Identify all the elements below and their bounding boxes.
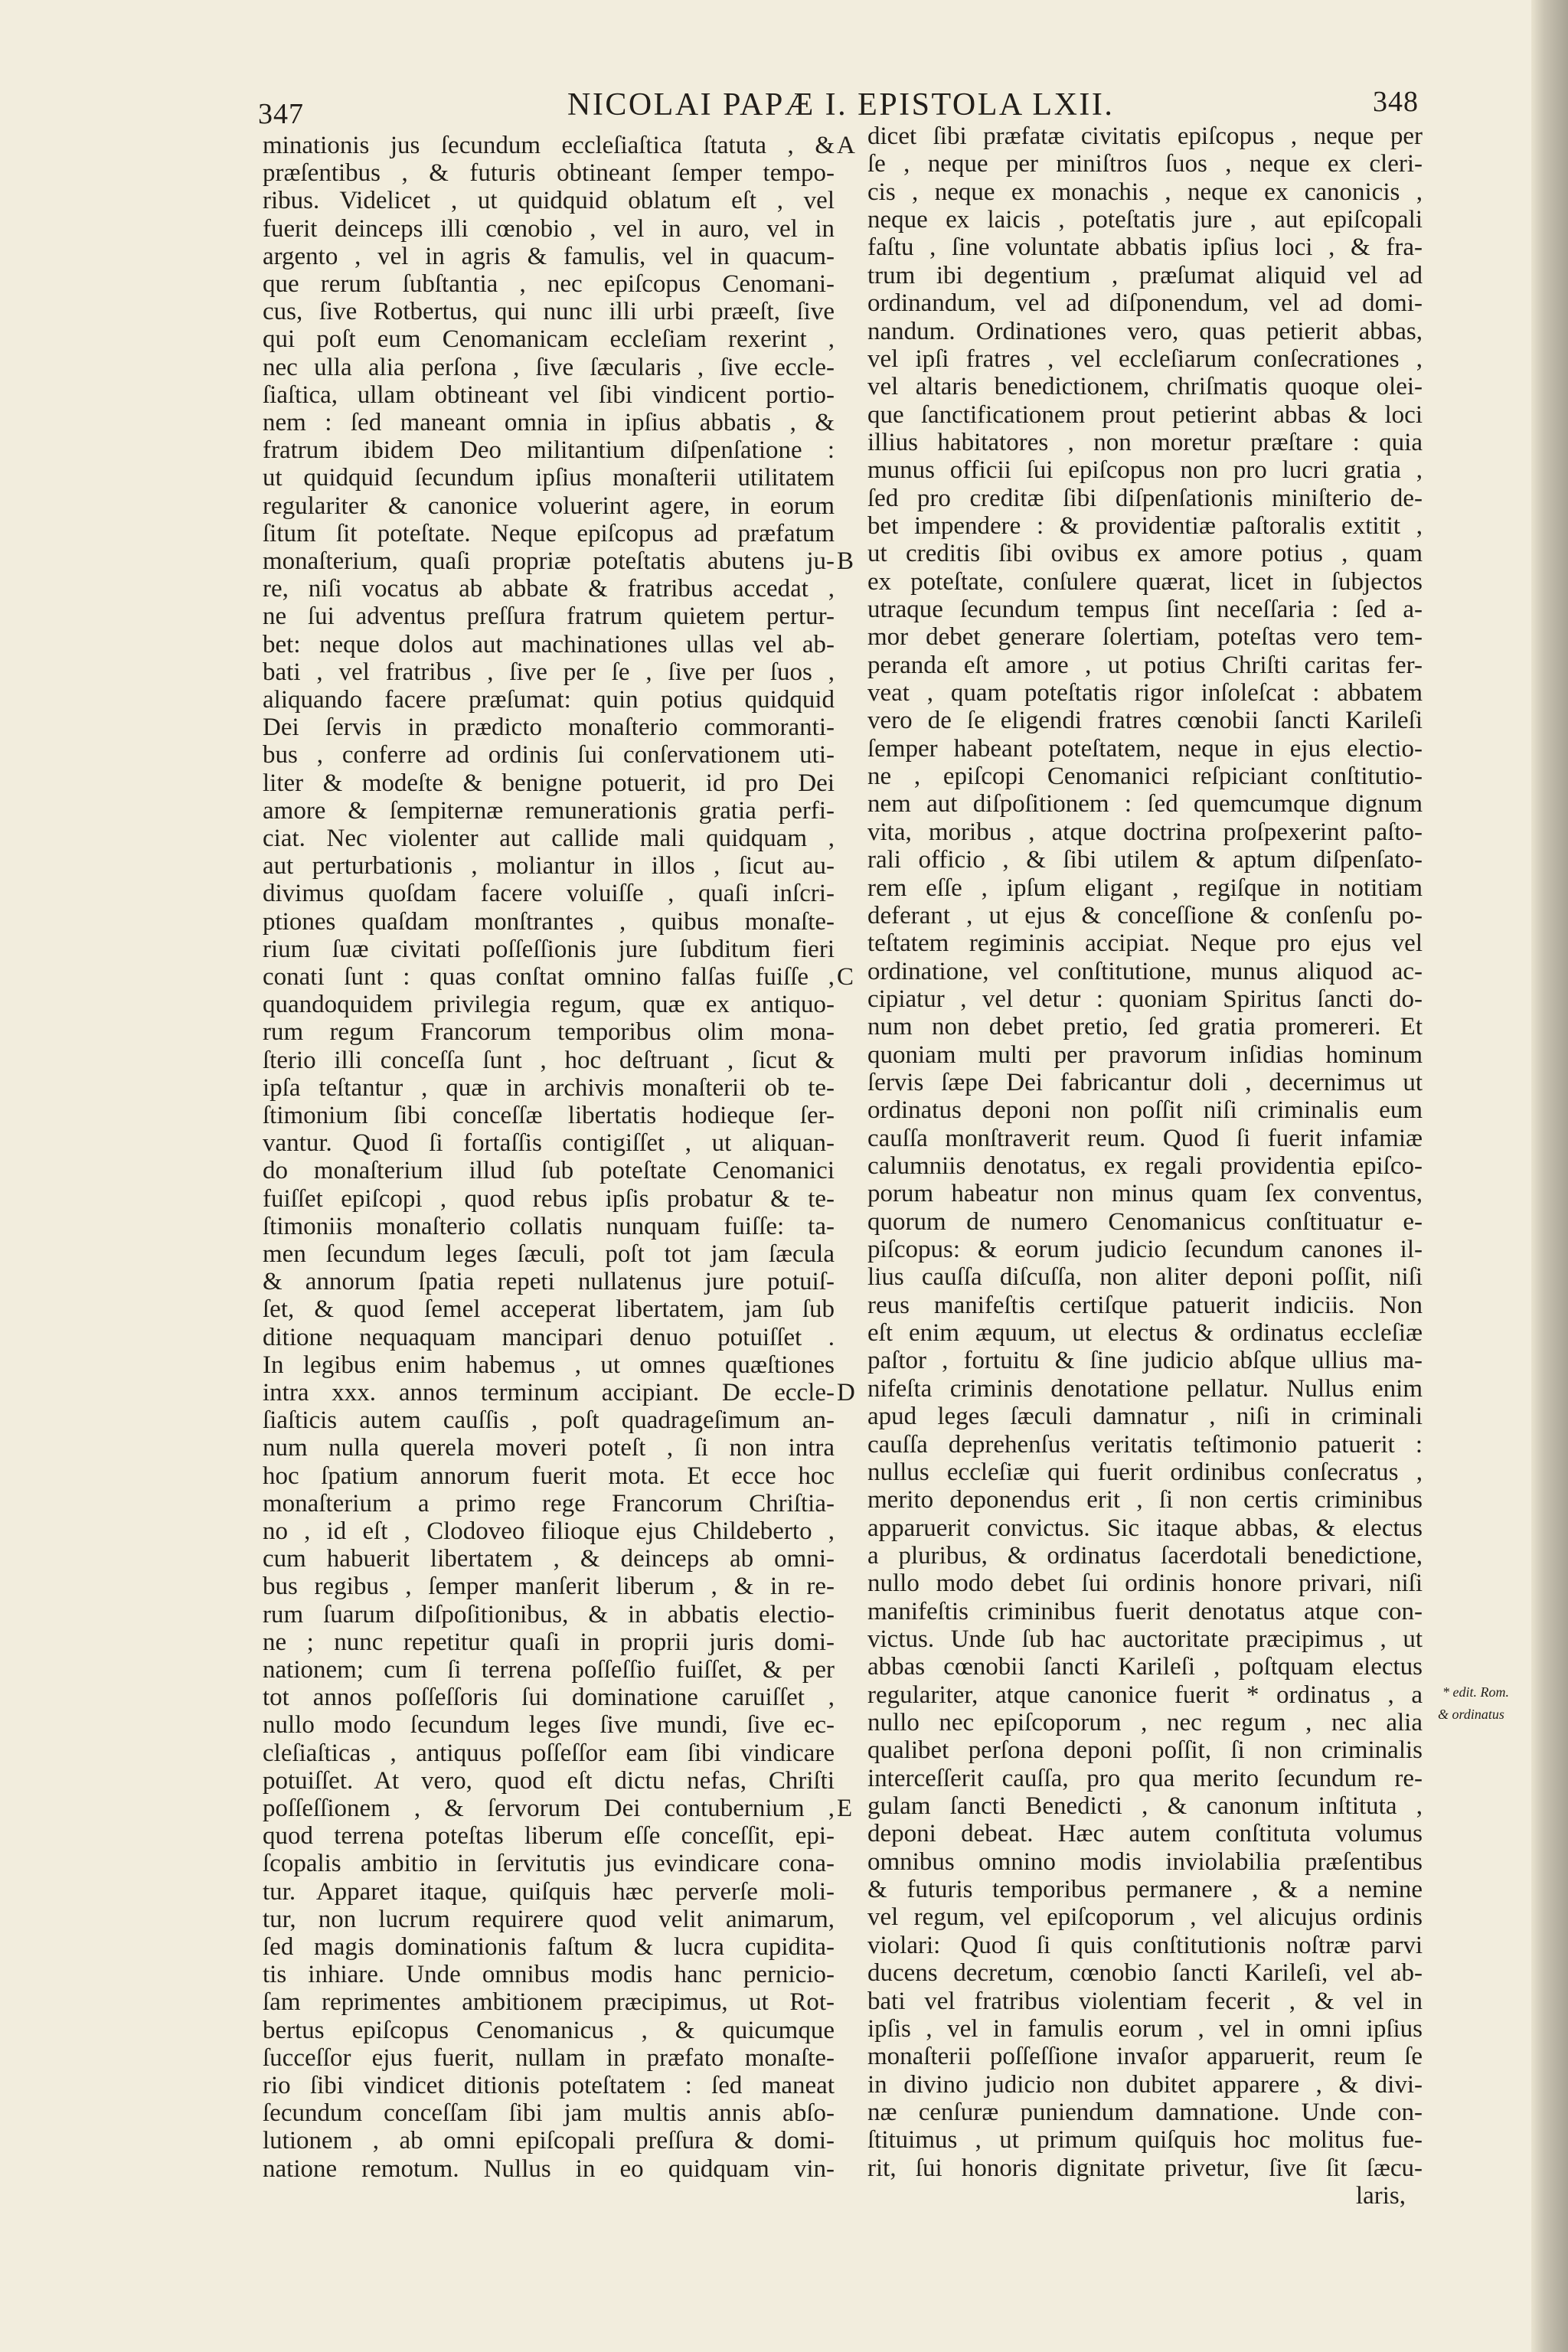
text-line: mor debet generare ſolertiam, poteſtas vero tem- <box>867 623 1423 652</box>
text-line: amore & ſempiternæ remunerationis gratia perfi- <box>263 796 835 825</box>
text-line: trum ibi degentium , præſumat aliquid vel ad <box>867 261 1423 289</box>
text-line: bus regibus , ſemper manſerit liberum , & in re- <box>263 1573 835 1601</box>
text-line: gulam ſancti Benedicti , & canonum inſtituta , <box>867 1792 1423 1820</box>
text-line: omnibus omnino modis inviolabilia præſentibus <box>867 1847 1423 1876</box>
text-line: num nulla querela moveri poteſt , ſi non intra <box>263 1434 835 1462</box>
section-marker: D <box>837 1379 855 1406</box>
text-line: a pluribus, & ordinatus ſacerdotali benedictione, <box>867 1541 1423 1570</box>
text-line: vero de ſe eligendi fratres cœnobii ſancti Karileſi <box>867 707 1423 735</box>
text-line: monaſterium, quaſi propriæ poteſtatis abutens ju- <box>263 547 835 575</box>
text-line: cis , neque ex monachis , neque ex canonicis , <box>867 178 1423 206</box>
text-line: næ cenſuræ puniendum damnatione. Unde con- <box>867 2098 1423 2126</box>
text-line: do monaſterium illud ſub poteſtate Cenomanici <box>263 1157 835 1185</box>
text-line: cum habuerit libertatem , & deinceps ab omni- <box>263 1545 835 1573</box>
text-line: bus , conferre ad ordinis ſui conſervationem uti- <box>263 741 835 769</box>
text-line: violari: Quod ſi quis conſtitutionis noſtræ parvi <box>867 1931 1423 1959</box>
text-line: tur. Apparet itaque, quiſquis hæc perverſe moli- <box>263 1877 835 1906</box>
text-line: fuerit deinceps illi cœnobio , vel in auro, vel in <box>263 214 835 243</box>
text-line: reus manifeſtis certiſque patuerit indiciis. Non <box>867 1291 1423 1319</box>
text-line: vantur. Quod ſi fortaſſis contigiſſet , ut aliquan- <box>263 1129 835 1158</box>
text-line: ſiaſtica, ullam obtineant vel ſibi vindicent portio- <box>263 381 835 409</box>
text-line: cauſſa deprehenſus veritatis teſtimonio patuerit : <box>867 1430 1423 1459</box>
text-line: utraque ſecundum tempus ſint neceſſaria : ſed a- <box>867 596 1423 623</box>
section-marker: E <box>837 1795 853 1822</box>
text-line: nifeſta criminis denotatione pellatur. Nullus enim <box>867 1374 1423 1403</box>
text-line: ſet, & quod ſemel acceperat libertatem, jam ſub <box>263 1295 835 1324</box>
text-line: illius habitatores , non moretur præſtare : quia <box>867 428 1423 456</box>
text-line: qualibet perſona deponi poſſit, ſi non criminalis <box>867 1736 1423 1765</box>
text-line: apparuerit convictus. Sic itaque abbas, & electus <box>867 1514 1423 1542</box>
text-line: & futuris temporibus permanere , & a nemine <box>867 1876 1423 1904</box>
text-line: men ſecundum leges ſæculi, poſt tot jam ſæcula <box>263 1240 835 1268</box>
text-line: merito deponendus erit , ſi non certis criminibus <box>867 1486 1423 1514</box>
page-number-right: 348 <box>1373 86 1419 118</box>
text-line: ſed pro creditæ ſibi diſpenſationis miniſterio de- <box>867 484 1423 512</box>
text-line: ordinatione, vel conſtitutione, munus aliquod ac- <box>867 957 1423 985</box>
text-line: bet: neque dolos aut machinationes ullas vel ab- <box>263 630 835 658</box>
text-line: rum regum Francorum temporibus olim mona- <box>263 1018 835 1047</box>
text-line: rium ſuæ civitati poſſeſſionis jure ſubditum fieri <box>263 935 835 963</box>
page-edge-shadow <box>1531 0 1568 2352</box>
text-line: qui poſt eum Cenomanicam eccleſiam rexerint , <box>263 325 835 354</box>
text-line: lutionem , ab omni epiſcopali preſſura & domi- <box>263 2127 835 2155</box>
text-line: ordinatus deponi non poſſit niſi criminalis eum <box>867 1096 1423 1125</box>
margin-note-edition: * edit. Rom. <box>1442 1684 1509 1700</box>
text-line: nullo modo ſecundum leges ſive mundi, ſive ec- <box>263 1711 835 1740</box>
text-line: ſucceſſor ejus fuerit, nullam in præfato monaſte- <box>263 2043 835 2072</box>
text-line: ut quidquid ſecundum ipſius monaſterii utilitatem <box>263 464 835 492</box>
text-line: ſtimonium ſibi conceſſæ libertatis hodieque ſer- <box>263 1102 835 1129</box>
text-line: ut creditis ſibi ovibus ex amore potius , quam <box>867 540 1423 568</box>
text-line: bertus epiſcopus Cenomanicus , & quicumque <box>263 2016 835 2044</box>
text-line: argento , vel in agris & famulis, vel in quacum- <box>263 242 835 270</box>
right-text-column <box>867 0 1423 2352</box>
text-line: ſiaſticis autem cauſſis , poſt quadrageſimum an- <box>263 1406 835 1435</box>
text-line: in divino judicio non dubitet apparere , & divi- <box>867 2070 1423 2099</box>
text-line: fratrum ibidem Deo militantium diſpenſatione : <box>263 436 835 465</box>
text-line: ordinandum, vel ad diſponendum, vel ad domi- <box>867 289 1423 318</box>
text-line: rum ſuarum diſpoſitionibus, & in abbatis electio- <box>263 1600 835 1628</box>
text-line: quandoquidem privilegia regum, quæ ex antiquo- <box>263 991 835 1019</box>
text-line: quorum de numero Cenomanicus conſtituatur e- <box>867 1207 1423 1236</box>
text-line: potuiſſet. At vero, quod eſt dictu nefas, Chriſti <box>263 1766 835 1795</box>
text-line: peranda eſt amore , ut potius Chriſti caritas fer- <box>867 651 1423 679</box>
text-line: deponi debeat. Hæc autem conſtituta volumus <box>867 1820 1423 1848</box>
text-line: rit, ſui honoris dignitate privetur, ſive ſit ſæcu- <box>867 2154 1423 2182</box>
text-line: quoniam multi per pravorum inſidias hominum <box>867 1040 1423 1069</box>
page-number-left: 347 <box>258 98 304 130</box>
text-line: ducens decretum, cœnobio ſancti Karileſi, vel ab- <box>867 1959 1423 1988</box>
text-line: ſemper habeant poteſtatem, neque in ejus electio- <box>867 734 1423 763</box>
text-line: piſcopus: & eorum judicio ſecundum canones il- <box>867 1236 1423 1263</box>
text-line: ſcopalis ambitio in ſervitutis jus evindicare cona- <box>263 1850 835 1878</box>
text-line: laris, <box>1355 2181 1406 2210</box>
text-line: eſt enim æquum, ut electus & ordinatus eccleſiæ <box>867 1319 1423 1347</box>
text-line: vel regum, vel epiſcoporum , vel alicujus ordinis <box>867 1903 1423 1932</box>
text-line: ptiones quaſdam monſtrantes , quibus monaſte- <box>263 907 835 936</box>
text-line: nullo modo debet ſui ordinis honore privari, niſi <box>867 1570 1423 1598</box>
left-text-column <box>263 0 835 2352</box>
text-line: neque ex laicis , poteſtatis jure , aut epiſcopali <box>867 206 1423 234</box>
text-line: nullo nec epiſcoporum , nec regum , nec alia <box>867 1709 1423 1736</box>
text-line: re, niſi vocatus ab abbate & fratribus accedat , <box>263 575 835 603</box>
text-line: conati ſunt : quas conſtat omnino falſas fuiſſe , <box>263 963 835 991</box>
text-line: poſſeſſionem , & ſervorum Dei contubernium , <box>263 1795 835 1822</box>
text-line: Dei ſervis in prædicto monaſterio commoranti- <box>263 714 835 742</box>
text-line: porum habeatur non minus quam ſex conventus, <box>867 1180 1423 1208</box>
running-title: NICOLAI PAPÆ I. EPISTOLA LXII. <box>567 87 1115 122</box>
text-line: natione remotum. Nullus in eo quidquam vin- <box>263 2154 835 2183</box>
text-line: lius cauſſa diſcuſſa, non aliter deponi poſſit, niſi <box>867 1263 1423 1292</box>
text-line: teſtatem regiminis accipiat. Neque pro ejus vel <box>867 929 1423 958</box>
text-line: ditione nequaquam mancipari denuo potuiſſet . <box>263 1323 835 1351</box>
text-line: rio ſibi vindicet ditionis poteſtatem : ſed maneat <box>263 2072 835 2099</box>
text-line: tot annos poſſeſſoris ſui dominatione caruiſſet , <box>263 1684 835 1712</box>
text-line: ciat. Nec violenter aut callide mali quidquam , <box>263 825 835 852</box>
text-line: In legibus enim habemus , ut omnes quæſtiones <box>263 1351 835 1379</box>
text-line: nem : ſed maneant omnia in ipſius abbatis , & <box>263 409 835 436</box>
text-line: ſtimoniis monaſterio collatis nunquam fuiſſe: ta- <box>263 1212 835 1240</box>
text-line: nem aut diſpoſitionem : ſed quemcumque dignum <box>867 790 1423 818</box>
text-line: interceſſerit cauſſa, pro qua merito ſecundum re- <box>867 1764 1423 1792</box>
text-line: ſecundum conceſſam ſibi jam multis annis abſo- <box>263 2099 835 2128</box>
section-marker: A <box>837 132 855 159</box>
margin-note-variant: & ordinatus <box>1438 1707 1504 1722</box>
text-line: quod terrena poteſtas liberum eſſe conceſſit, epi- <box>263 1822 835 1851</box>
text-line: minationis jus ſecundum eccleſiaſtica ſtatuta , & <box>263 132 835 159</box>
text-line: munus officii ſui epiſcopus non pro lucri gratia , <box>867 456 1423 485</box>
text-line: bati vel fratribus violentiam fecerit , & vel in <box>867 1987 1423 2015</box>
text-line: nullus eccleſiæ qui fuerit ordinibus conſecratus , <box>867 1458 1423 1486</box>
text-line: fuiſſet epiſcopi , quod rebus ipſis probatur & te- <box>263 1184 835 1213</box>
text-line: regulariter, atque canonice fuerit * ordinatus , a <box>867 1681 1423 1709</box>
text-line: ex poteſtate, conſulere quærat, licet in ſubjectos <box>867 567 1423 596</box>
text-line: faſtu , ſine voluntate abbatis ipſius loci , & fra- <box>867 234 1423 262</box>
text-line: no , id eſt , Clodoveo filioque ejus Childeberto , <box>263 1517 835 1545</box>
text-line: bati , vel fratribus , ſive per ſe , ſive per ſuos , <box>263 658 835 686</box>
text-line: aliquando facere præſumat: quin potius quidquid <box>263 686 835 714</box>
text-line: abbas cœnobii ſancti Karileſi , poſtquam electus <box>867 1653 1423 1681</box>
text-line: paſtor , fortuitu & ſine judicio abſque ullius ma- <box>867 1347 1423 1375</box>
text-line: cauſſa monſtraverit reum. Quod ſi fuerit infamiæ <box>867 1124 1423 1152</box>
text-line: nandum. Ordinationes vero, quas petierit abbas, <box>867 317 1423 345</box>
text-line: num non debet pretio, ſed gratia promereri. Et <box>867 1013 1423 1041</box>
text-line: que ſanctificationem prout petierint abbas & loci <box>867 400 1423 429</box>
text-line: ne , epiſcopi Cenomanici reſpiciant conſtitutio- <box>867 763 1423 791</box>
text-line: cipiatur , vel detur : quoniam Spiritus ſancti do- <box>867 985 1423 1013</box>
text-line: ſe , neque per miniſtros ſuos , neque ex cleri- <box>867 150 1423 178</box>
text-line: vel altaris benedictionem, chriſmatis quoque olei- <box>867 373 1423 401</box>
text-line: ne ; nunc repetitur quaſi in proprii juris domi- <box>263 1628 835 1656</box>
text-line: hoc ſpatium annorum fuerit mota. Et ecce hoc <box>263 1462 835 1490</box>
text-line: ipſis , vel in famulis eorum , vel in omni ipſius <box>867 2014 1423 2043</box>
text-line: cleſiaſticas , antiquus poſſeſſor eam ſibi vindicare <box>263 1739 835 1767</box>
text-line: ſam reprimentes ambitionem præcipimus, ut Rot- <box>263 1988 835 2017</box>
text-line: nec ulla alia perſona , ſive ſæcularis , ſive eccle- <box>263 353 835 381</box>
text-line: nationem; cum ſi terrena poſſeſſio fuiſſet, & per <box>263 1656 835 1684</box>
text-line: intra xxx. annos terminum accipiant. De eccle- <box>263 1379 835 1406</box>
text-line: regulariter & canonice voluerint agere, in eorum <box>263 492 835 520</box>
section-marker: C <box>837 963 854 991</box>
text-line: & annorum ſpatia repeti nullatenus jure potuiſ- <box>263 1268 835 1296</box>
text-line: tis inhiare. Unde omnibus modis hanc pernicio- <box>263 1961 835 1989</box>
text-line: vel ipſi fratres , vel eccleſiarum conſecrationes , <box>867 345 1423 373</box>
text-line: præſentibus , & futuris obtineant ſemper tempo- <box>263 159 835 188</box>
section-marker: B <box>837 547 854 575</box>
text-line: ribus. Videlicet , ut quidquid oblatum eſt , vel <box>263 187 835 215</box>
text-line: calumniis denotatus, ex regali providentia epiſco- <box>867 1152 1423 1180</box>
text-line: cus, ſive Rotbertus, qui nunc illi urbi præeſt, ſive <box>263 298 835 326</box>
text-line: dicet ſibi præfatæ civitatis epiſcopus , neque per <box>867 122 1423 150</box>
text-line: liter & modeſte & benigne potuerit, id pro Dei <box>263 769 835 797</box>
text-line: bet impendere : & providentiæ paſtoralis extitit , <box>867 511 1423 540</box>
text-line: aut perturbationis , moliantur in illos , ſicut au- <box>263 852 835 880</box>
text-line: ſterio illi conceſſa ſunt , hoc deſtruant , ſicut & <box>263 1046 835 1074</box>
text-line: ipſa teſtantur , quæ in archivis monaſterii ob te- <box>263 1073 835 1102</box>
text-line: ſtituimus , ut primum quiſquis hoc molitus fue- <box>867 2126 1423 2154</box>
text-line: tur, non lucrum requirere quod velit animarum, <box>263 1905 835 1933</box>
text-line: rem eſſe , ipſum eligant , regiſque in notitiam <box>867 874 1423 902</box>
text-line: que rerum ſubſtantia , nec epiſcopus Cenomani- <box>263 270 835 298</box>
text-line: ſitum ſit poteſtate. Neque epiſcopus ad præfatum <box>263 519 835 547</box>
text-line: monaſterium a primo rege Francorum Chriſtia- <box>263 1489 835 1517</box>
text-line: ſed magis dominationis faſtum & lucra cupidita- <box>263 1933 835 1961</box>
text-line: veat , quam poteſtatis rigor inſoleſcat : abbatem <box>867 679 1423 707</box>
text-line: vita, moribus , atque doctrina proſpexerint paſto- <box>867 818 1423 846</box>
text-line: ne ſui adventus preſſura fratrum quietem pertur- <box>263 603 835 631</box>
text-line: monaſterii poſſeſſione invaſor apparuerit, reum ſe <box>867 2043 1423 2071</box>
text-line: deferant , ut ejus & conceſſione & conſenſu po- <box>867 901 1423 929</box>
text-line: victus. Unde ſub hac auctoritate præcipimus , ut <box>867 1625 1423 1653</box>
text-line: manifeſtis criminibus fuerit denotatus atque con- <box>867 1597 1423 1625</box>
text-line: divimus quoſdam facere voluiſſe , quaſi inſcri- <box>263 880 835 908</box>
text-line: rali officio , & ſibi utilem & aptum diſpenſato- <box>867 846 1423 874</box>
text-line: ſervis ſæpe Dei fabricantur doli , decernimus ut <box>867 1068 1423 1096</box>
text-line: apud leges ſæculi damnatur , niſi in criminali <box>867 1403 1423 1431</box>
